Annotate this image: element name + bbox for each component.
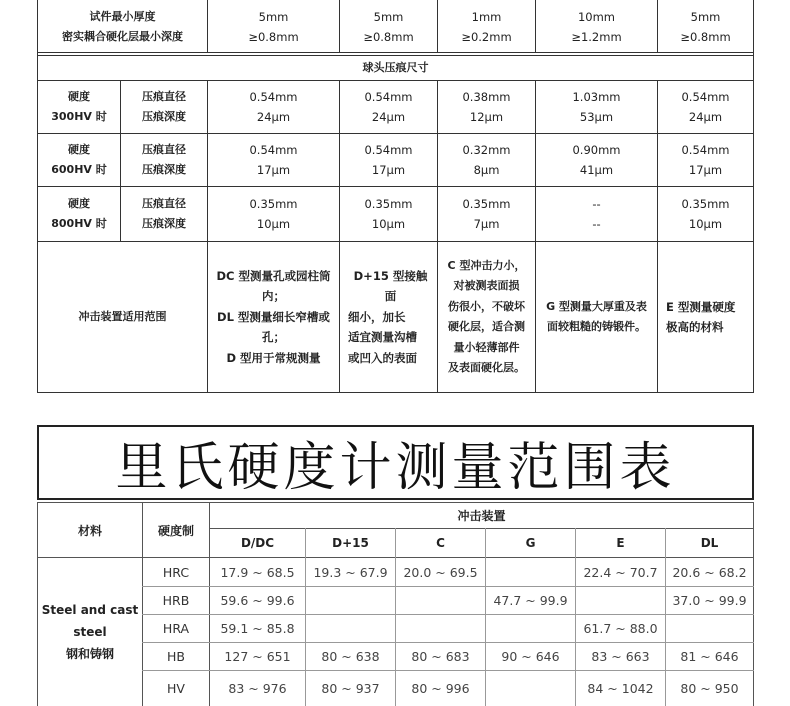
indent-diameter: 0.54mm [249,143,298,157]
measuring-range-table [37,502,754,706]
material-header: 材料 [77,523,102,538]
application-line: D 型用于常规测量 [226,350,321,365]
depth-label: 压痕深度 [142,217,186,230]
measure-labels [121,134,207,186]
device-header-d15: D+15 [332,536,369,550]
application-line: 细小，加长 [348,309,406,324]
application-e [658,242,753,392]
range-cell: 81 ~ 646 [680,649,739,664]
indent-diameter: 0.35mm [462,197,511,211]
hardness-label-line1: 硬度 [68,90,90,103]
indent-diameter: 1.03mm [572,90,621,104]
scale-hrb: HRB [162,593,190,608]
range-cell: 61.7 ~ 88.0 [583,621,658,636]
range-cell [666,615,753,642]
indent-depth: 10μm [256,217,291,231]
thickness-value: 1mm [471,10,502,24]
impact-device-header: 冲击装置 [457,509,506,523]
material-line: 钢和铸钢 [65,647,114,661]
application-g [536,242,657,392]
indent-diameter: 0.38mm [462,90,511,104]
range-cell: 80 ~ 683 [411,649,470,664]
indentation-spec-table [37,0,754,393]
range-cell: 90 ~ 646 [501,649,560,664]
indent-depth: 7μm [473,217,500,231]
indent-depth: 53μm [579,110,614,124]
application-line: 伤很小，不破坏 [448,299,525,313]
indent-depth: 10μm [688,217,723,231]
scale-hrc: HRC [162,564,190,580]
scale-hv: HV [167,681,185,696]
range-cell: 19.3 ~ 67.9 [313,564,388,580]
hardness-label [38,187,120,241]
range-cell: 59.6 ~ 99.6 [220,593,295,608]
range-cell: 83 ~ 976 [228,681,287,696]
material-line: steel [73,625,107,639]
indent-diameter: 0.54mm [364,143,413,157]
indent-cell [658,134,753,186]
indent-cell [536,81,657,133]
application-line: DC 型测量孔或园柱筒 [216,268,331,283]
hardness-label-line1: 硬度 [68,197,90,210]
indent-diameter: 0.90mm [572,143,621,157]
range-cell: 127 ~ 651 [224,649,291,664]
indent-depth: -- [592,217,601,231]
thickness-cell [208,2,339,52]
application-line: 量小轻薄部件 [453,340,520,354]
device-header-e: E [616,536,625,550]
depth-label: 压痕深度 [142,110,186,123]
range-cell [486,671,575,706]
hardened-depth-label: 密实耦合硬化层最小深度 [62,30,183,43]
application-line: D+15 型接触面 [353,268,428,304]
indent-depth: 10μm [371,217,406,231]
indent-depth: 24μm [256,110,291,124]
range-cell: 80 ~ 996 [411,681,470,696]
indent-cell [208,187,339,241]
indent-diameter: -- [592,197,601,211]
section-header: 球头压痕尺寸 [362,61,429,74]
hardness-scale-header: 硬度制 [157,523,194,538]
hardness-label-line2: 300HV 时 [51,110,107,123]
diameter-label: 压痕直径 [142,90,186,103]
page-title: 里氏硬度计测量范围表 [37,425,754,500]
range-cell: 37.0 ~ 99.9 [672,593,747,608]
diameter-label: 压痕直径 [142,143,186,156]
indent-cell [438,81,535,133]
range-cell: 59.1 ~ 85.8 [220,621,295,636]
indent-depth: 24μm [371,110,406,124]
indent-diameter: 0.54mm [364,90,413,104]
thickness-value: 5mm [690,10,721,24]
depth-value: ≥0.8mm [248,30,299,44]
indent-diameter: 0.54mm [249,90,298,104]
indent-cell [536,187,657,241]
material-steel [38,558,142,706]
indent-depth: 24μm [688,110,723,124]
thickness-cell [536,2,657,52]
indent-cell [340,187,437,241]
range-cell [486,558,575,586]
range-cell [486,615,575,642]
thickness-value: 5mm [258,10,289,24]
hardness-label-line2: 600HV 时 [51,163,107,176]
thickness-value: 5mm [373,10,404,24]
range-cell: 84 ~ 1042 [587,681,654,696]
indent-cell [658,81,753,133]
range-cell: 20.0 ~ 69.5 [403,564,478,580]
hardness-label-line2: 800HV 时 [51,217,107,230]
application-line: 及表面硬化层。 [448,361,525,374]
range-cell [306,587,395,614]
indent-depth: 12μm [469,110,504,124]
scale-hb: HB [167,649,185,664]
indent-cell [438,187,535,241]
indent-cell [208,134,339,186]
indent-diameter: 0.54mm [681,90,730,104]
application-line: 硬化层，适合测 [448,320,525,333]
indent-diameter: 0.35mm [249,197,298,211]
depth-value: ≥0.2mm [461,30,512,44]
indent-cell [536,134,657,186]
application-line: DL 型测量细长窄槽或 [217,309,330,324]
range-cell: 20.6 ~ 68.2 [672,564,747,580]
range-cell: 80 ~ 638 [321,649,380,664]
application-line: 面较粗糙的铸锻件。 [547,320,646,333]
indent-cell [208,81,339,133]
measure-labels [121,81,207,133]
range-cell: 83 ~ 663 [591,649,650,664]
thickness-cell [658,2,753,52]
application-line: 内； [262,289,285,304]
depth-label: 压痕深度 [142,163,186,176]
application-line: E 型测量硬度 [666,299,736,314]
thickness-cell [438,2,535,52]
application-line: 适宜测量沟槽 [348,330,417,345]
range-cell [306,615,395,642]
indent-diameter: 0.32mm [462,143,511,157]
indent-cell [438,134,535,186]
device-header-dl: DL [700,536,719,550]
range-cell [396,587,485,614]
application-dc-dl-d [208,242,339,392]
device-header-c: C [436,536,445,550]
application-line: C 型冲击力小， [447,258,526,272]
application-d15 [340,242,437,392]
range-cell [576,587,665,614]
thickness-row-label [38,2,207,52]
indent-diameter: 0.54mm [681,143,730,157]
indent-diameter: 0.35mm [364,197,413,211]
depth-value: ≥1.2mm [571,30,622,44]
indent-depth: 17μm [688,163,723,177]
device-header-g: G [525,536,536,550]
indent-cell [340,81,437,133]
depth-value: ≥0.8mm [680,30,731,44]
scale-hra: HRA [162,621,190,636]
thickness-label: 试件最小厚度 [89,10,156,23]
application-label: 冲击装置适用范围 [78,310,167,323]
range-cell: 80 ~ 950 [680,681,739,696]
material-line: Steel and cast [41,603,139,617]
hardness-label [38,134,120,186]
range-cell: 17.9 ~ 68.5 [220,564,295,580]
indent-depth: 17μm [256,163,291,177]
hardness-label-line1: 硬度 [68,143,90,156]
device-header-d-dc: D/DC [240,536,275,550]
application-line: 孔； [262,330,285,345]
range-cell: 80 ~ 937 [321,681,380,696]
indent-cell [340,134,437,186]
indent-depth: 17μm [371,163,406,177]
application-line: 或凹入的表面 [348,350,417,365]
range-cell [396,615,485,642]
depth-value: ≥0.8mm [363,30,414,44]
indent-cell [658,187,753,241]
indent-depth: 41μm [579,163,614,177]
application-c [438,242,535,392]
hardness-label [38,81,120,133]
diameter-label: 压痕直径 [142,197,186,210]
range-cell: 47.7 ~ 99.9 [493,593,568,608]
indent-depth: 8μm [473,163,500,177]
application-line: 极高的材料 [666,320,724,334]
application-line: 对被测表面损 [453,279,520,292]
application-line: G 型测量大厚重及表 [546,299,647,313]
thickness-cell [340,2,437,52]
indent-diameter: 0.35mm [681,197,730,211]
measure-labels [121,187,207,241]
thickness-value: 10mm [577,10,616,24]
range-cell: 22.4 ~ 70.7 [583,564,658,580]
